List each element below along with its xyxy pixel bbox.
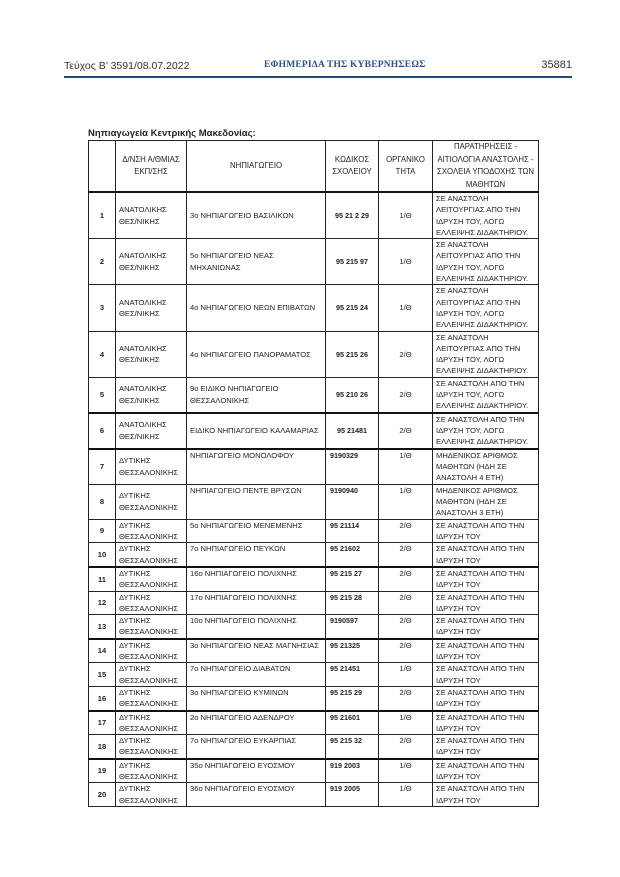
col-header-notes: ΠΑΡΑΤΗΡΗΣΕΙΣ - ΑΙΤΙΟΛΟΓΙΑ ΑΝΑΣΤΟΛΗΣ - ΣΧΟΛΕΙΑ ΥΠΟΔΟΧΗΣ ΤΩΝ ΜΑΘΗΤΩΝ (433, 141, 539, 193)
row-number: 5 (89, 377, 116, 413)
directorate-cell: ΑΝΑΤΟΛΙΚΗΣ ΘΕΣ/ΝΙΚΗΣ (116, 413, 187, 449)
school-name-cell: 17ο ΝΗΠΙΑΓΩΓΕΙΟ ΠΟΛΙΧΝΗΣ (187, 591, 326, 615)
school-name-cell: 7ο ΝΗΠΙΑΓΩΓΕΙΟ ΔΙΑΒΑΤΩΝ (187, 663, 326, 687)
school-name-cell: 35ο ΝΗΠΙΑΓΩΓΕΙΟ ΕΥΟΣΜΟΥ (187, 759, 326, 783)
page-number: 35881 (541, 59, 572, 71)
issue-reference: Τεύχος B’ 3591/08.07.2022 (64, 60, 190, 72)
organic-cell: 1/Θ (379, 711, 433, 735)
school-code-cell: 95 21114 (326, 519, 379, 543)
table-row (89, 663, 539, 687)
directorate-cell: ΔΥΤΙΚΗΣ ΘΕΣΣΑΛΟΝΙΚΗΣ (116, 615, 187, 639)
row-number: 1 (89, 192, 116, 239)
organic-cell: 2/Θ (379, 615, 433, 639)
organic-cell: 2/Θ (379, 331, 433, 377)
directorate-cell: ΑΝΑΤΟΛΙΚΗΣ ΘΕΣ/ΝΙΚΗΣ (116, 239, 187, 285)
school-name-cell: ΝΗΠΙΑΓΩΓΕΙΟ ΠΕΝΤΕ ΒΡΥΣΩΝ (187, 484, 326, 519)
school-name-cell: 5ο ΝΗΠΙΑΓΩΓΕΙΟ ΝΕΑΣ ΜΗΧΑΝΙΩΝΑΣ (187, 239, 326, 285)
organic-cell: 2/Θ (379, 735, 433, 759)
row-number: 8 (89, 484, 116, 519)
directorate-cell: ΔΥΤΙΚΗΣ ΘΕΣΣΑΛΟΝΙΚΗΣ (116, 567, 187, 591)
school-code-cell: 95 215 29 (326, 686, 379, 710)
table-row (89, 449, 539, 485)
table-row (89, 639, 539, 663)
table-row (89, 711, 539, 735)
notes-cell: ΣΕ ΑΝΑΣΤΟΛΗ ΑΠΟ ΤΗΝ ΙΔΡΥΣΗ ΤΟΥ (433, 783, 539, 807)
organic-cell: 2/Θ (379, 377, 433, 413)
table-header-row (89, 141, 539, 193)
directorate-cell: ΑΝΑΤΟΛΙΚΗΣ ΘΕΣ/ΝΙΚΗΣ (116, 192, 187, 239)
school-code-cell: 95 21602 (326, 543, 379, 567)
school-code-cell: 95 215 32 (326, 735, 379, 759)
row-number: 17 (89, 711, 116, 735)
school-name-cell: 16ο ΝΗΠΙΑΓΩΓΕΙΟ ΠΟΛΙΧΝΗΣ (187, 567, 326, 591)
directorate-cell: ΑΝΑΤΟΛΙΚΗΣ ΘΕΣ/ΝΙΚΗΣ (116, 377, 187, 413)
school-code-cell: 95 215 97 (326, 239, 379, 285)
row-number: 6 (89, 413, 116, 449)
directorate-cell: ΔΥΤΙΚΗΣ ΘΕΣΣΑΛΟΝΙΚΗΣ (116, 519, 187, 543)
notes-cell: ΣΕ ΑΝΑΣΤΟΛΗ ΑΠΟ ΤΗΝ ΙΔΡΥΣΗ ΤΟΥ (433, 519, 539, 543)
notes-cell: ΣΕ ΑΝΑΣΤΟΛΗ ΛΕΙΤΟΥΡΓΙΑΣ ΑΠΟ ΤΗΝ ΙΔΡΥΣΗ ΤΟΥ, ΛΟΓΩ ΕΛΛΕΙΨΗΣ ΔΙΔΑΚΤΗΡΙΟΥ. (433, 285, 539, 331)
school-name-cell: 7ο ΝΗΠΙΑΓΩΓΕΙΟ ΠΕΥΚΩΝ (187, 543, 326, 567)
row-number: 13 (89, 615, 116, 639)
organic-cell: 2/Θ (379, 519, 433, 543)
organic-cell: 2/Θ (379, 413, 433, 449)
school-code-cell: 95 215 24 (326, 285, 379, 331)
school-code-cell: 95 21 2 29 (326, 192, 379, 239)
notes-cell: ΣΕ ΑΝΑΣΤΟΛΗ ΑΠΟ ΤΗΝ ΙΔΡΥΣΗ ΤΟΥ (433, 686, 539, 710)
directorate-cell: ΔΥΤΙΚΗΣ ΘΕΣΣΑΛΟΝΙΚΗΣ (116, 449, 187, 485)
school-code-cell: 95 21325 (326, 639, 379, 663)
directorate-cell: ΔΥΤΙΚΗΣ ΘΕΣΣΑΛΟΝΙΚΗΣ (116, 543, 187, 567)
notes-cell: ΣΕ ΑΝΑΣΤΟΛΗ ΑΠΟ ΤΗΝ ΙΔΡΥΣΗ ΤΟΥ (433, 663, 539, 687)
notes-cell: ΣΕ ΑΝΑΣΤΟΛΗ ΛΕΙΤΟΥΡΓΙΑΣ ΑΠΟ ΤΗΝ ΙΔΡΥΣΗ ΤΟΥ, ΛΟΓΩ ΕΛΛΕΙΨΗΣ ΔΙΔΑΚΤΗΡΙΟΥ. (433, 331, 539, 377)
directorate-cell: ΑΝΑΤΟΛΙΚΗΣ ΘΕΣ/ΝΙΚΗΣ (116, 331, 187, 377)
school-name-cell: 3ο ΝΗΠΙΑΓΩΓΕΙΟ ΒΑΣΙΛΙΚΩΝ (187, 192, 326, 239)
table-row (89, 484, 539, 519)
school-name-cell: 10ο ΝΗΠΙΑΓΩΓΕΙΟ ΠΟΛΙΧΝΗΣ (187, 615, 326, 639)
directorate-cell: ΔΥΤΙΚΗΣ ΘΕΣΣΑΛΟΝΙΚΗΣ (116, 735, 187, 759)
col-header-code: ΚΩΔΙΚΟΣ ΣΧΟΛΕΙΟΥ (326, 141, 379, 193)
table-row (89, 519, 539, 543)
school-code-cell: 919 2005 (326, 783, 379, 807)
notes-cell: ΣΕ ΑΝΑΣΤΟΛΗ ΑΠΟ ΤΗΝ ΙΔΡΥΣΗ ΤΟΥ (433, 543, 539, 567)
row-number: 7 (89, 449, 116, 485)
school-name-cell: 36ο ΝΗΠΙΑΓΩΓΕΙΟ ΕΥΟΣΜΟΥ (187, 783, 326, 807)
notes-cell: ΣΕ ΑΝΑΣΤΟΛΗ ΑΠΟ ΤΗΝ ΙΔΡΥΣΗ ΤΟΥ, ΛΟΓΩ ΕΛΛΕΙΨΗΣ ΔΙΔΑΚΤΗΡΙΟΥ. (433, 377, 539, 413)
table-row (89, 192, 539, 239)
school-code-cell: 95 215 27 (326, 567, 379, 591)
table-row (89, 591, 539, 615)
school-code-cell: 919 2003 (326, 759, 379, 783)
directorate-cell: ΔΥΤΙΚΗΣ ΘΕΣΣΑΛΟΝΙΚΗΣ (116, 711, 187, 735)
row-number: 11 (89, 567, 116, 591)
notes-cell: ΜΗΔΕΝΙΚΟΣ ΑΡΙΘΜΟΣ ΜΑΘΗΤΩΝ (ΗΔΗ ΣΕ ΑΝΑΣΤΟΛΗ 4 ΕΤΗ) (433, 449, 539, 485)
notes-cell: ΣΕ ΑΝΑΣΤΟΛΗ ΑΠΟ ΤΗΝ ΙΔΡΥΣΗ ΤΟΥ (433, 711, 539, 735)
school-code-cell: 9190597 (326, 615, 379, 639)
row-number: 4 (89, 331, 116, 377)
school-name-cell: 4ο ΝΗΠΙΑΓΩΓΕΙΟ ΝΕΩΝ ΕΠΙΒΑΤΩΝ (187, 285, 326, 331)
school-name-cell: 2ο ΝΗΠΙΑΓΩΓΕΙΟ ΑΔΕΝΔΡΟΥ (187, 711, 326, 735)
organic-cell: 1/Θ (379, 285, 433, 331)
school-code-cell: 95 210 26 (326, 377, 379, 413)
school-code-cell: 95 215 28 (326, 591, 379, 615)
notes-cell: ΣΕ ΑΝΑΣΤΟΛΗ ΑΠΟ ΤΗΝ ΙΔΡΥΣΗ ΤΟΥ (433, 735, 539, 759)
col-header-directorate: Δ/ΝΣΗ Α/ΘΜΙΑΣ ΕΚΠ/ΣΗΣ (116, 141, 187, 193)
notes-cell: ΣΕ ΑΝΑΣΤΟΛΗ ΛΕΙΤΟΥΡΓΙΑΣ ΑΠΟ ΤΗΝ ΙΔΡΥΣΗ ΤΟΥ, ΛΟΓΩ ΕΛΛΕΙΨΗΣ ΔΙΔΑΚΤΗΡΙΟΥ. (433, 239, 539, 285)
table-row (89, 413, 539, 449)
notes-cell: ΜΗΔΕΝΙΚΟΣ ΑΡΙΘΜΟΣ ΜΑΘΗΤΩΝ (ΗΔΗ ΣΕ ΑΝΑΣΤΟΛΗ 3 ΕΤΗ) (433, 484, 539, 519)
directorate-cell: ΔΥΤΙΚΗΣ ΘΕΣΣΑΛΟΝΙΚΗΣ (116, 591, 187, 615)
directorate-cell: ΑΝΑΤΟΛΙΚΗΣ ΘΕΣ/ΝΙΚΗΣ (116, 285, 187, 331)
notes-cell: ΣΕ ΑΝΑΣΤΟΛΗ ΛΕΙΤΟΥΡΓΙΑΣ ΑΠΟ ΤΗΝ ΙΔΡΥΣΗ ΤΟΥ, ΛΟΓΩ ΕΛΛΕΙΨΗΣ ΔΙΔΑΚΤΗΡΙΟΥ. (433, 192, 539, 239)
directorate-cell: ΔΥΤΙΚΗΣ ΘΕΣΣΑΛΟΝΙΚΗΣ (116, 663, 187, 687)
organic-cell: 1/Θ (379, 449, 433, 485)
school-code-cell: 95 21601 (326, 711, 379, 735)
school-code-cell: 9190940 (326, 484, 379, 519)
directorate-cell: ΔΥΤΙΚΗΣ ΘΕΣΣΑΛΟΝΙΚΗΣ (116, 639, 187, 663)
table-row (89, 759, 539, 783)
table-row (89, 567, 539, 591)
row-number: 9 (89, 519, 116, 543)
row-number: 14 (89, 639, 116, 663)
row-number: 16 (89, 686, 116, 710)
school-name-cell: 3ο ΝΗΠΙΑΓΩΓΕΙΟ ΚΥΜΙΝΩΝ (187, 686, 326, 710)
row-number: 20 (89, 783, 116, 807)
school-name-cell: 7ο ΝΗΠΙΑΓΩΓΕΙΟ ΕΥΚΑΡΠΙΑΣ (187, 735, 326, 759)
notes-cell: ΣΕ ΑΝΑΣΤΟΛΗ ΑΠΟ ΤΗΝ ΙΔΡΥΣΗ ΤΟΥ (433, 615, 539, 639)
organic-cell: 2/Θ (379, 591, 433, 615)
row-number: 10 (89, 543, 116, 567)
school-name-cell: 9ο ΕΙΔΙΚΟ ΝΗΠΙΑΓΩΓΕΙΟ ΘΕΣΣΑΛΟΝΙΚΗΣ (187, 377, 326, 413)
row-number: 19 (89, 759, 116, 783)
organic-cell: 1/Θ (379, 663, 433, 687)
directorate-cell: ΔΥΤΙΚΗΣ ΘΕΣΣΑΛΟΝΙΚΗΣ (116, 686, 187, 710)
table-row (89, 783, 539, 807)
notes-cell: ΣΕ ΑΝΑΣΤΟΛΗ ΑΠΟ ΤΗΝ ΙΔΡΥΣΗ ΤΟΥ (433, 759, 539, 783)
school-name-cell: 4ο ΝΗΠΙΑΓΩΓΕΙΟ ΠΑΝΟΡΑΜΑΤΟΣ (187, 331, 326, 377)
organic-cell: 2/Θ (379, 543, 433, 567)
school-code-cell: 95 21481 (326, 413, 379, 449)
directorate-cell: ΔΥΤΙΚΗΣ ΘΕΣΣΑΛΟΝΙΚΗΣ (116, 783, 187, 807)
school-name-cell: 5ο ΝΗΠΙΑΓΩΓΕΙΟ ΜΕΝΕΜΕΝΗΣ (187, 519, 326, 543)
row-number: 2 (89, 239, 116, 285)
organic-cell: 1/Θ (379, 239, 433, 285)
school-code-cell: 9190329 (326, 449, 379, 485)
row-number: 3 (89, 285, 116, 331)
col-header-number (89, 141, 116, 193)
table-row (89, 331, 539, 377)
directorate-cell: ΔΥΤΙΚΗΣ ΘΕΣΣΑΛΟΝΙΚΗΣ (116, 484, 187, 519)
organic-cell: 1/Θ (379, 484, 433, 519)
notes-cell: ΣΕ ΑΝΑΣΤΟΛΗ ΑΠΟ ΤΗΝ ΙΔΡΥΣΗ ΤΟΥ, ΛΟΓΩ ΕΛΛΕΙΨΗΣ ΔΙΔΑΚΤΗΡΙΟΥ. (433, 413, 539, 449)
school-code-cell: 95 21451 (326, 663, 379, 687)
school-code-cell: 95 215 26 (326, 331, 379, 377)
col-header-school: ΝΗΠΙΑΓΩΓΕΙΟ (187, 141, 326, 193)
page-header (64, 58, 572, 74)
directorate-cell: ΔΥΤΙΚΗΣ ΘΕΣΣΑΛΟΝΙΚΗΣ (116, 759, 187, 783)
table-row (89, 239, 539, 285)
organic-cell: 2/Θ (379, 639, 433, 663)
organic-cell: 2/Θ (379, 686, 433, 710)
table-row (89, 615, 539, 639)
table-row (89, 285, 539, 331)
notes-cell: ΣΕ ΑΝΑΣΤΟΛΗ ΑΠΟ ΤΗΝ ΙΔΡΥΣΗ ΤΟΥ (433, 567, 539, 591)
table-row (89, 735, 539, 759)
header-rule (64, 76, 572, 78)
section-title: Νηπιαγωγεία Κεντρικής Μακεδονίας: (88, 128, 256, 139)
school-name-cell: ΝΗΠΙΑΓΩΓΕΙΟ ΜΟΝΟΛΟΦΟΥ (187, 449, 326, 485)
organic-cell: 1/Θ (379, 759, 433, 783)
notes-cell: ΣΕ ΑΝΑΣΤΟΛΗ ΑΠΟ ΤΗΝ ΙΔΡΥΣΗ ΤΟΥ (433, 591, 539, 615)
row-number: 15 (89, 663, 116, 687)
col-header-organic: ΟΡΓΑΝΙΚΟ ΤΗΤΑ (379, 141, 433, 193)
organic-cell: 1/Θ (379, 783, 433, 807)
school-name-cell: ΕΙΔΙΚΟ ΝΗΠΙΑΓΩΓΕΙΟ ΚΑΛΑΜΑΡΙΑΣ (187, 413, 326, 449)
row-number: 12 (89, 591, 116, 615)
kindergartens-table (88, 140, 539, 807)
organic-cell: 1/Θ (379, 192, 433, 239)
table-row (89, 377, 539, 413)
row-number: 18 (89, 735, 116, 759)
gazette-title: ΕΦΗΜΕΡΙΔΑ ΤΗΣ ΚΥΒΕΡΝΗΣΕΩΣ (264, 60, 426, 70)
table-row (89, 543, 539, 567)
notes-cell: ΣΕ ΑΝΑΣΤΟΛΗ ΑΠΟ ΤΗΝ ΙΔΡΥΣΗ ΤΟΥ (433, 639, 539, 663)
table-row (89, 686, 539, 710)
school-name-cell: 3ο ΝΗΠΙΑΓΩΓΕΙΟ ΝΕΑΣ ΜΑΓΝΗΣΙΑΣ (187, 639, 326, 663)
organic-cell: 2/Θ (379, 567, 433, 591)
